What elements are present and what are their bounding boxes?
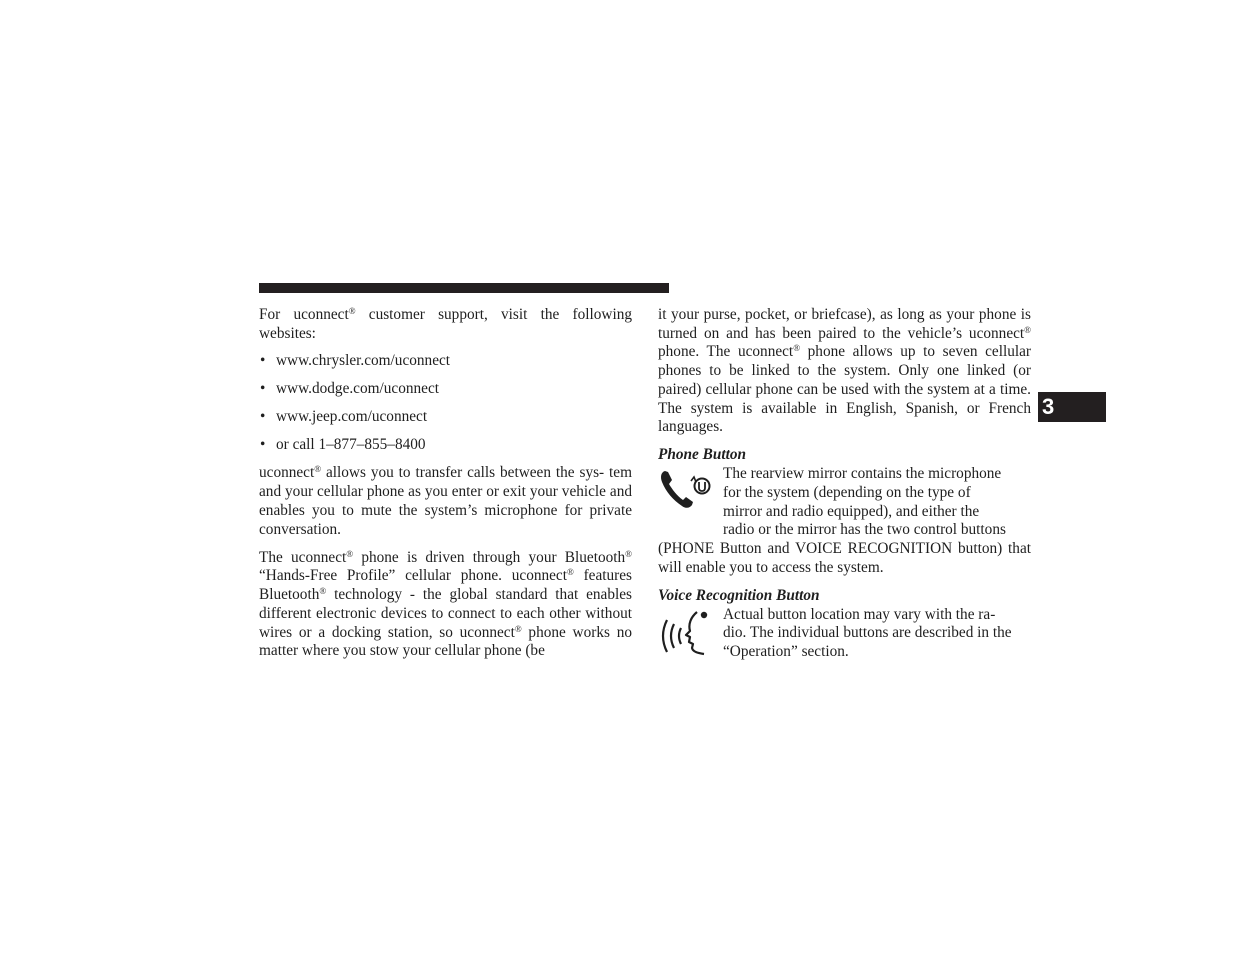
- bullet: •: [260, 408, 266, 426]
- header-rule: [259, 283, 669, 293]
- phone-text-tail: (PHONE Button and VOICE RECOGNITION button) that will enable you to access the system.: [658, 539, 1031, 576]
- voice-recognition-heading: Voice Recognition Button: [658, 586, 820, 604]
- right-column: [658, 306, 1031, 662]
- voice-text-line: dio. The individual buttons are described in the: [723, 624, 1012, 642]
- list-item: [259, 408, 632, 427]
- intro-paragraph: For uconnect® customer support, visit the following websites:: [259, 306, 632, 342]
- continuation-paragraph: it your purse, pocket, or briefcase), as long as your phone is turned on and has been paired to the vehicle’s uconnect® phone. The uconnect® phone allows up to seven cellular phones to be linked to the system. Only one linked (or paired) cellular phone can be used with the system at a time. The system is available in English, Spanish, or French languages.: [658, 306, 1031, 436]
- chapter-tab: 3: [1038, 392, 1106, 422]
- phone-text-line: mirror and radio equipped), and either the: [723, 502, 980, 520]
- website-link-chrysler: www.chrysler.com/uconnect: [276, 352, 451, 370]
- voice-text-line: “Operation” section.: [723, 642, 849, 660]
- phone-text-line: for the system (depending on the type of: [723, 483, 971, 501]
- bullet: •: [260, 380, 266, 398]
- voice-text-line: Actual button location may vary with the ra-: [723, 605, 996, 623]
- website-link-jeep: www.jeep.com/uconnect: [276, 408, 428, 426]
- bullet: •: [260, 352, 266, 370]
- website-link-dodge: www.dodge.com/uconnect: [276, 380, 439, 398]
- website-list: [259, 352, 632, 455]
- phone-text-line: The rearview mirror contains the microphone: [723, 465, 1002, 483]
- list-item: [259, 436, 632, 455]
- phone-button-icon: [658, 467, 714, 511]
- left-column: [259, 306, 632, 661]
- voice-recognition-section: [658, 606, 1031, 662]
- bullet: •: [260, 436, 266, 454]
- voice-recognition-icon: [658, 608, 714, 662]
- support-phone-number: or call 1–877–855–8400: [276, 436, 426, 454]
- list-item: [259, 352, 632, 371]
- phone-button-heading: Phone Button: [658, 446, 746, 464]
- phone-button-section: [658, 465, 1031, 577]
- phone-text-line: radio or the mirror has the two control buttons: [723, 521, 1006, 539]
- transfer-paragraph: uconnect® allows you to transfer calls between the sys- tem and your cellular phone as you enter or exit your vehicle and enables you to mute the system’s microphone for private conversation.: [259, 464, 632, 538]
- list-item: [259, 380, 632, 399]
- bluetooth-paragraph: The uconnect® phone is driven through your Bluetooth® “Hands-Free Profile” cellular phone. uconnect® features Bluetooth® technology - the global standard that enables different electronic devices to connect to each other without wires or a docking station, so uconnect® phone works no matter where you stow your cellular phone (be: [259, 548, 632, 660]
